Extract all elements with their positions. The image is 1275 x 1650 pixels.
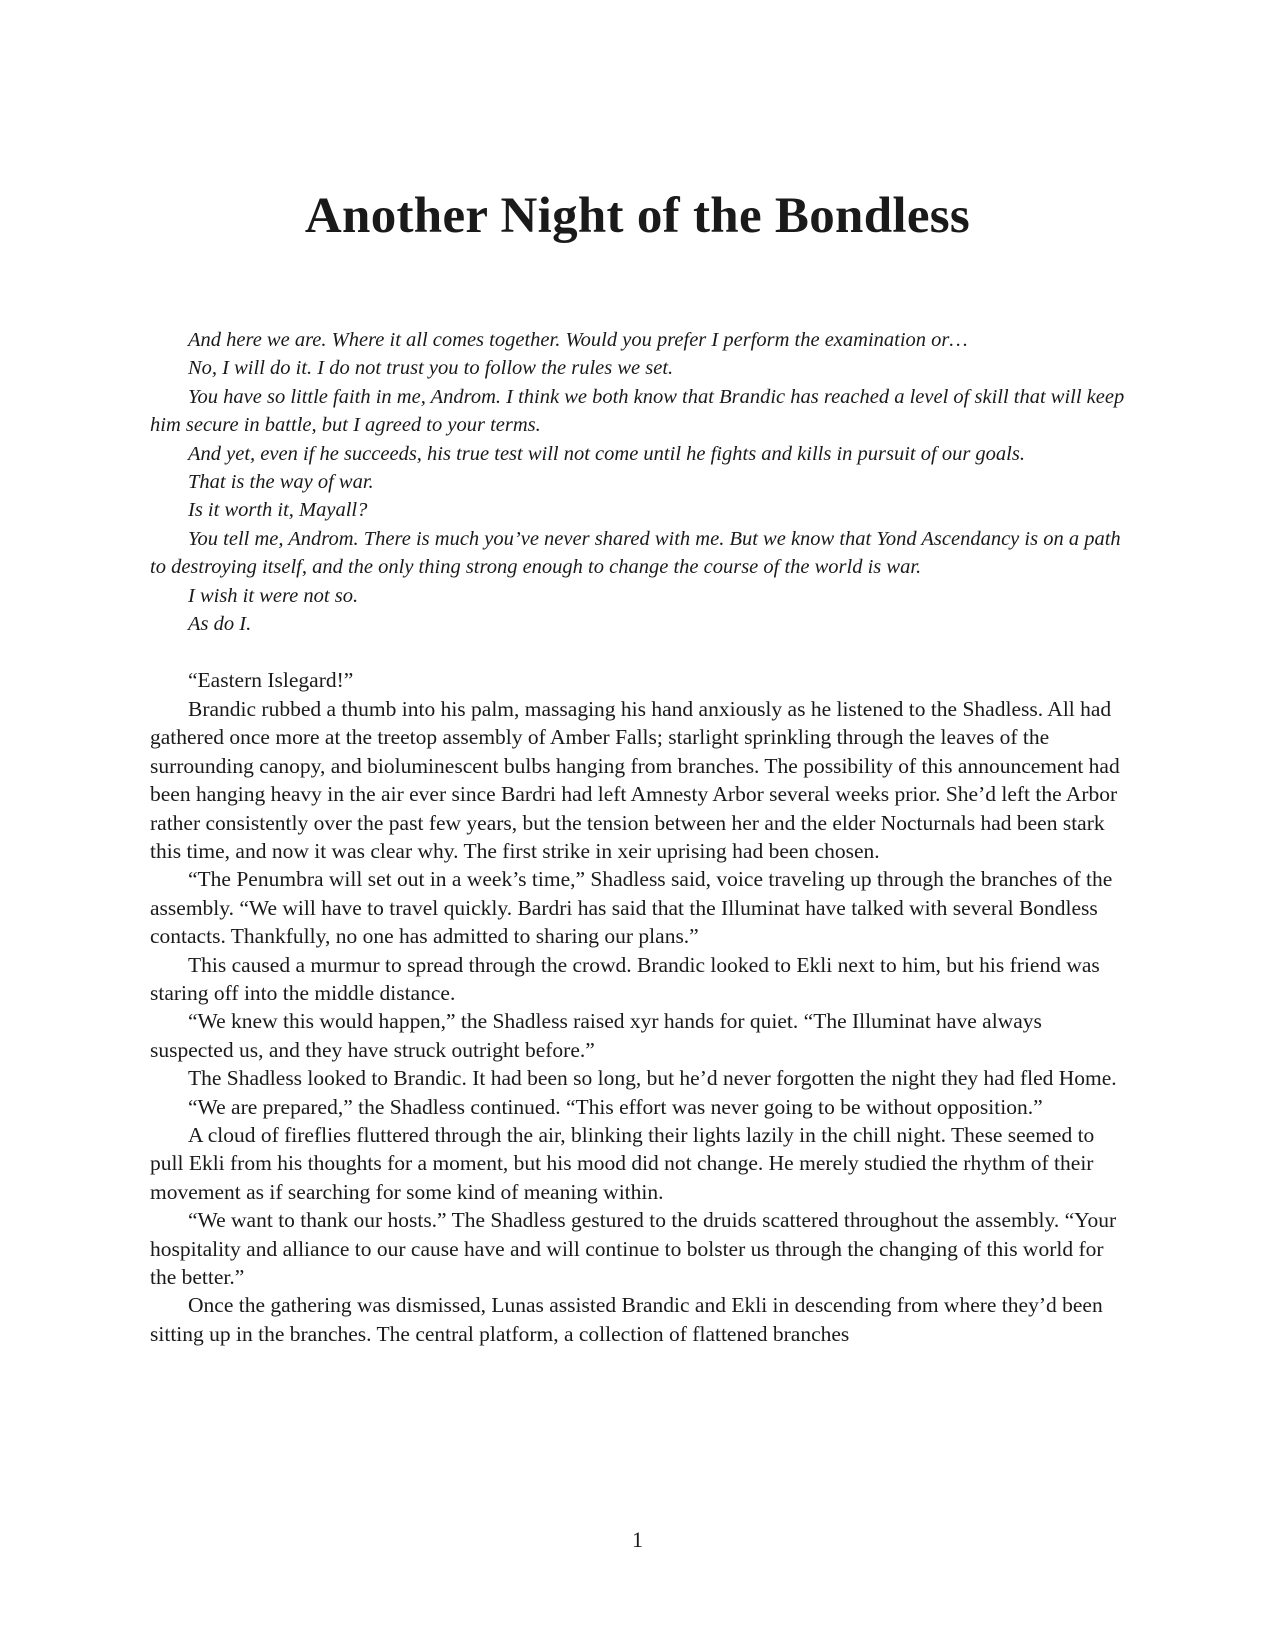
paragraph: Brandic rubbed a thumb into his palm, massaging his hand anxiously as he listened to the Shadless. All had gathered once more at the treetop assembly of Amber Falls; starlight sprinkling through the leaves of the surrounding canopy, and bioluminescent bulbs hanging from branches. The possibility of this announcement had been hanging heavy in the air ever since Bardri had left Amnesty Arbor several weeks prior. She’d left the Arbor rather consistently over the past few years, but the tension between her and the elder Nocturnals had been stark this time, and now it was clear why. The first strike in xeir uprising had been chosen.	[150, 696, 1120, 863]
italic-paragraph: And here we are. Where it all comes together. Would you prefer I perform the examination or…	[188, 329, 968, 351]
paragraph: The Shadless looked to Brandic. It had been so long, but he’d never forgotten the night they had fled Home.	[188, 1066, 1117, 1091]
italic-dialogue-section	[150, 326, 1130, 638]
italic-paragraph: You have so little faith in me, Androm. I think we both know that Brandic has reached a level of skill that will keep him secure in battle, but I agreed to your terms.	[150, 385, 1125, 437]
italic-paragraph: I wish it were not so.	[188, 584, 359, 607]
paragraph: “We want to thank our hosts.” The Shadless gestured to the druids scattered throughout the assembly. “Your hospitality and alliance to our cause have and will continue to bolster us through the changing of this world for the better.”	[150, 1208, 1117, 1289]
paragraph: “Eastern Islegard!”	[188, 668, 354, 693]
body-text	[150, 326, 1130, 1348]
italic-paragraph: Is it worth it, Mayall?	[188, 499, 368, 522]
italic-paragraph: You tell me, Androm. There is much you’ve never shared with me. But we know that Yond Ascendancy is on a path to destroying itself, and the only thing strong enough to change the course of the world is war.	[150, 527, 1121, 579]
paragraph: A cloud of fireflies fluttered through the air, blinking their lights lazily in the chill night. These seemed to pull Ekli from his thoughts for a moment, but his mood did not change. He merely studied the rhythm of their movement as if searching for some kind of meaning within.	[150, 1122, 1095, 1204]
chapter-title: Another Night of the Bondless	[304, 188, 971, 244]
italic-paragraph: As do I.	[188, 613, 252, 636]
paragraph: Once the gathering was dismissed, Lunas assisted Brandic and Ekli in descending from where they’d been sitting up in the branches. The central platform, a collection of flattened branches	[150, 1293, 1103, 1346]
section-gap	[150, 638, 1130, 666]
paragraph: “The Penumbra will set out in a week’s time,” Shadless said, voice traveling up through the branches of the assembly. “We will have to travel quickly. Bardri has said that the Illuminat have talked with several Bondless contacts. Thankfully, no one has admitted to sharing our plans.”	[150, 867, 1113, 949]
italic-paragraph: No, I will do it. I do not trust you to follow the rules we set.	[188, 357, 674, 380]
narrative-section	[150, 666, 1130, 1348]
italic-paragraph: That is the way of war.	[188, 471, 374, 494]
paragraph: “We are prepared,” the Shadless continued. “This effort was never going to be without opposition.”	[188, 1094, 1043, 1119]
italic-paragraph: And yet, even if he succeeds, his true test will not come until he fights and kills in pursuit of our goals.	[188, 442, 1025, 465]
paragraph: This caused a murmur to spread through the crowd. Brandic looked to Ekli next to him, but his friend was staring off into the middle distance.	[150, 952, 1100, 1005]
page-number: 1	[632, 1527, 643, 1552]
paragraph: “We knew this would happen,” the Shadless raised xyr hands for quiet. “The Illuminat have always suspected us, and they have struck outright before.”	[150, 1009, 1042, 1062]
